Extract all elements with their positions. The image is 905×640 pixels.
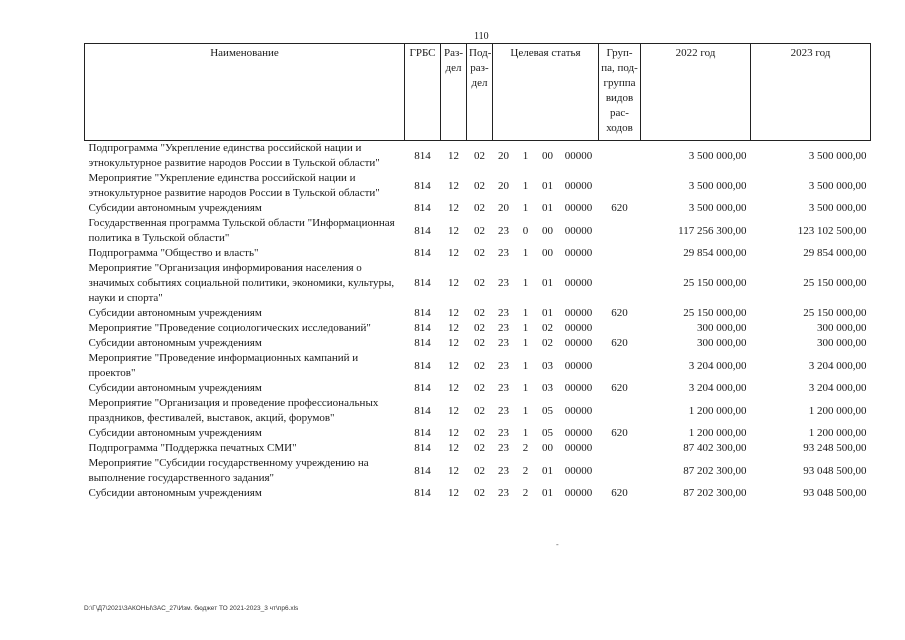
cell-razdel: 12	[448, 224, 459, 237]
cell-target-program: 23	[498, 382, 509, 394]
page-number: 110	[474, 31, 489, 42]
cell-amount-2023: 1 200 000,00	[808, 404, 867, 417]
cell-target-subprogram: 1	[522, 427, 529, 439]
cell-name: Мероприятие "Организация и проведение профессиональных праздников, фестивалей, выставок, акций, форумов"	[88, 397, 379, 424]
cell-expense-type	[599, 351, 641, 381]
cell-podrazdel: 02	[474, 427, 485, 439]
cell-amount-2023: 25 150 000,00	[803, 307, 867, 319]
cell-target-subprogram: 1	[522, 337, 529, 349]
header-grbs: ГРБС	[405, 44, 441, 141]
cell-target-subprogram: 2	[522, 442, 529, 454]
cell-target-direction: 00000	[564, 277, 593, 289]
cell-grbs: 814	[414, 247, 431, 259]
cell-amount-2022: 3 500 000,00	[688, 179, 747, 192]
cell-target-event: 01	[542, 307, 553, 319]
cell-expense-type	[599, 456, 641, 486]
cell-target-program: 23	[498, 322, 509, 334]
header-year-2022: 2022 год	[641, 44, 751, 141]
cell-target-direction: 00000	[564, 427, 593, 439]
cell-razdel: 12	[448, 359, 459, 372]
cell-target-direction: 00000	[564, 179, 593, 192]
cell-target-event: 03	[542, 359, 553, 372]
cell-grbs: 814	[414, 307, 431, 319]
cell-target-subprogram: 1	[522, 382, 529, 394]
cell-grbs: 814	[414, 322, 431, 334]
cell-target-direction: 00000	[564, 464, 593, 477]
cell-razdel: 12	[448, 382, 459, 394]
stray-mark: -	[556, 540, 559, 549]
cell-target-subprogram: 1	[522, 179, 529, 192]
cell-target-program: 23	[498, 337, 509, 349]
cell-target-event: 01	[542, 277, 553, 289]
cell-name: Субсидии автономным учреждениям	[88, 307, 262, 319]
cell-amount-2023: 3 204 000,00	[808, 382, 867, 394]
cell-amount-2022: 3 500 000,00	[688, 202, 747, 214]
table-row	[85, 246, 871, 261]
table-row	[85, 306, 871, 321]
cell-target-event: 01	[542, 179, 553, 192]
cell-grbs: 814	[414, 487, 431, 499]
cell-target-direction: 00000	[564, 404, 593, 417]
cell-target-direction: 00000	[564, 442, 593, 454]
cell-target-event: 01	[542, 464, 553, 477]
cell-amount-2022: 87 202 300,00	[683, 487, 747, 499]
cell-name: Субсидии автономным учреждениям	[88, 202, 262, 214]
cell-target-program: 23	[498, 359, 509, 372]
table-row	[85, 141, 871, 172]
cell-grbs: 814	[414, 224, 431, 237]
cell-podrazdel: 02	[474, 179, 485, 192]
cell-target-event: 00	[542, 224, 553, 237]
cell-target-subprogram: 1	[522, 322, 529, 334]
cell-amount-2023: 300 000,00	[817, 322, 867, 334]
cell-name: Субсидии автономным учреждениям	[88, 427, 262, 439]
table-row	[85, 396, 871, 426]
cell-name: Мероприятие "Субсидии государственному учреждению на выполнение государственного задания"	[88, 457, 369, 484]
cell-target-program: 23	[498, 277, 509, 289]
cell-podrazdel: 02	[474, 337, 485, 349]
cell-expense-type	[599, 216, 641, 246]
cell-target-direction: 00000	[564, 202, 593, 214]
cell-target-program: 23	[498, 247, 509, 259]
header-expense-group: Груп- па, под- группа видов рас- ходов	[599, 44, 641, 141]
table-row	[85, 441, 871, 456]
cell-name: Субсидии автономным учреждениям	[88, 487, 262, 499]
cell-name: Мероприятие "Проведение социологических исследований"	[88, 322, 371, 334]
cell-amount-2023: 3 204 000,00	[808, 359, 867, 372]
cell-name: Подпрограмма "Поддержка печатных СМИ"	[88, 442, 297, 454]
cell-target-subprogram: 2	[522, 487, 529, 499]
cell-target-subprogram: 1	[522, 404, 529, 417]
cell-target-direction: 00000	[564, 382, 593, 394]
cell-razdel: 12	[448, 307, 459, 319]
cell-grbs: 814	[414, 202, 431, 214]
table-row	[85, 201, 871, 216]
cell-target-program: 23	[498, 404, 509, 417]
cell-name: Субсидии автономным учреждениям	[88, 382, 262, 394]
cell-podrazdel: 02	[474, 247, 485, 259]
cell-target-event: 05	[542, 404, 553, 417]
cell-expense-type	[599, 246, 641, 261]
cell-razdel: 12	[448, 179, 459, 192]
cell-name: Субсидии автономным учреждениям	[88, 337, 262, 349]
cell-podrazdel: 02	[474, 307, 485, 319]
cell-target-direction: 00000	[564, 307, 593, 319]
cell-amount-2023: 3 500 000,00	[808, 149, 867, 162]
table-row	[85, 486, 871, 501]
cell-target-event: 00	[542, 149, 553, 162]
cell-amount-2022: 25 150 000,00	[683, 307, 747, 319]
footer-file-path: D:\Г\Д7\2021\ЗАКОНЫ\ЗАС_27\Изм. бюджет ТО 2021-2023_3 чт\пр6.xls	[84, 605, 299, 612]
cell-grbs: 814	[414, 464, 431, 477]
table-row	[85, 351, 871, 381]
cell-target-direction: 00000	[564, 359, 593, 372]
cell-podrazdel: 02	[474, 322, 485, 334]
cell-expense-type: 620	[611, 427, 628, 439]
table-body	[85, 141, 871, 502]
cell-name: Подпрограмма "Укрепление единства российской нации и этнокультурное развитие народов России в Тульской области"	[88, 142, 380, 169]
cell-target-subprogram: 2	[522, 464, 529, 477]
cell-expense-type: 620	[611, 202, 628, 214]
cell-name: Государственная программа Тульской области "Информационная политика в Тульской области"	[88, 217, 395, 244]
cell-amount-2022: 87 402 300,00	[683, 442, 747, 454]
cell-podrazdel: 02	[474, 224, 485, 237]
table-row	[85, 171, 871, 201]
cell-expense-type: 620	[611, 382, 628, 394]
cell-target-direction: 00000	[564, 224, 593, 237]
cell-amount-2023: 93 048 500,00	[803, 464, 867, 477]
cell-expense-type: 620	[611, 337, 628, 349]
cell-razdel: 12	[448, 277, 459, 289]
cell-target-program: 23	[498, 427, 509, 439]
cell-target-event: 01	[542, 487, 553, 499]
table-row	[85, 426, 871, 441]
cell-target-event: 02	[542, 322, 553, 334]
budget-table	[84, 43, 871, 501]
cell-expense-type	[599, 261, 641, 306]
cell-razdel: 12	[448, 202, 459, 214]
cell-amount-2023: 3 500 000,00	[808, 179, 867, 192]
cell-expense-type: 620	[611, 487, 628, 499]
cell-target-event: 00	[542, 442, 553, 454]
cell-razdel: 12	[448, 404, 459, 417]
cell-razdel: 12	[448, 337, 459, 349]
cell-target-direction: 00000	[564, 247, 593, 259]
cell-target-direction: 00000	[564, 149, 593, 162]
cell-amount-2022: 300 000,00	[697, 337, 747, 349]
cell-razdel: 12	[448, 464, 459, 477]
cell-podrazdel: 02	[474, 464, 485, 477]
cell-amount-2022: 117 256 300,00	[678, 224, 747, 237]
cell-target-event: 02	[542, 337, 553, 349]
cell-target-program: 20	[498, 149, 509, 162]
cell-target-subprogram: 1	[522, 247, 529, 259]
cell-target-program: 20	[498, 202, 509, 214]
cell-razdel: 12	[448, 442, 459, 454]
cell-target-program: 23	[498, 307, 509, 319]
cell-target-direction: 00000	[564, 337, 593, 349]
cell-amount-2022: 300 000,00	[697, 322, 747, 334]
cell-grbs: 814	[414, 277, 431, 289]
cell-grbs: 814	[414, 337, 431, 349]
cell-podrazdel: 02	[474, 202, 485, 214]
cell-podrazdel: 02	[474, 277, 485, 289]
cell-amount-2022: 3 204 000,00	[688, 359, 747, 372]
cell-expense-type	[599, 441, 641, 456]
header-name: Наименование	[85, 44, 405, 141]
cell-target-program: 23	[498, 224, 509, 237]
cell-grbs: 814	[414, 359, 431, 372]
cell-razdel: 12	[448, 149, 459, 162]
cell-podrazdel: 02	[474, 359, 485, 372]
cell-grbs: 814	[414, 382, 431, 394]
cell-amount-2023: 93 248 500,00	[803, 442, 867, 454]
cell-amount-2023: 93 048 500,00	[803, 487, 867, 499]
cell-target-program: 23	[498, 464, 509, 477]
table-row	[85, 456, 871, 486]
cell-podrazdel: 02	[474, 149, 485, 162]
table-row	[85, 321, 871, 336]
cell-target-event: 05	[542, 427, 553, 439]
cell-amount-2023: 25 150 000,00	[803, 277, 867, 289]
header-target-article: Целевая статья	[493, 44, 599, 141]
cell-grbs: 814	[414, 149, 431, 162]
cell-expense-type: 620	[611, 307, 628, 319]
table-row	[85, 216, 871, 246]
cell-target-subprogram: 0	[522, 224, 529, 237]
cell-target-subprogram: 1	[522, 277, 529, 289]
cell-podrazdel: 02	[474, 487, 485, 499]
table-row	[85, 381, 871, 396]
cell-amount-2023: 300 000,00	[817, 337, 867, 349]
cell-target-program: 23	[498, 442, 509, 454]
cell-amount-2022: 3 500 000,00	[688, 149, 747, 162]
cell-target-program: 23	[498, 487, 509, 499]
cell-expense-type	[599, 141, 641, 172]
cell-amount-2022: 1 200 000,00	[688, 427, 747, 439]
table-row	[85, 261, 871, 306]
header-row	[85, 44, 871, 141]
cell-target-direction: 00000	[564, 487, 593, 499]
header-razdel: Раз- дел	[441, 44, 467, 141]
cell-amount-2022: 29 854 000,00	[683, 247, 747, 259]
cell-podrazdel: 02	[474, 382, 485, 394]
cell-razdel: 12	[448, 322, 459, 334]
cell-razdel: 12	[448, 487, 459, 499]
header-year-2023: 2023 год	[751, 44, 871, 141]
cell-target-subprogram: 1	[522, 202, 529, 214]
cell-target-direction: 00000	[564, 322, 593, 334]
cell-amount-2023: 123 102 500,00	[797, 224, 867, 237]
cell-razdel: 12	[448, 247, 459, 259]
cell-razdel: 12	[448, 427, 459, 439]
cell-expense-type	[599, 396, 641, 426]
header-podrazdel: Под- раз- дел	[467, 44, 493, 141]
cell-podrazdel: 02	[474, 404, 485, 417]
cell-target-event: 00	[542, 247, 553, 259]
cell-amount-2022: 25 150 000,00	[683, 277, 747, 289]
cell-grbs: 814	[414, 442, 431, 454]
cell-amount-2023: 1 200 000,00	[808, 427, 867, 439]
cell-expense-type	[599, 171, 641, 201]
cell-grbs: 814	[414, 427, 431, 439]
cell-grbs: 814	[414, 179, 431, 192]
table-row	[85, 336, 871, 351]
cell-name: Мероприятие "Организация информирования населения о значимых событиях социальной политики, экономики, культуры, науки и спорта"	[88, 262, 395, 304]
cell-amount-2023: 29 854 000,00	[803, 247, 867, 259]
cell-target-subprogram: 1	[522, 307, 529, 319]
cell-amount-2023: 3 500 000,00	[808, 202, 867, 214]
cell-amount-2022: 87 202 300,00	[683, 464, 747, 477]
cell-target-event: 01	[542, 202, 553, 214]
cell-target-subprogram: 1	[522, 359, 529, 372]
cell-target-subprogram: 1	[522, 149, 529, 162]
cell-grbs: 814	[414, 404, 431, 417]
cell-name: Мероприятие "Проведение информационных кампаний и проектов"	[88, 352, 359, 379]
cell-amount-2022: 3 204 000,00	[688, 382, 747, 394]
cell-name: Мероприятие "Укрепление единства российской нации и этнокультурное развитие народов России в Тульской области"	[88, 172, 380, 199]
cell-name: Подпрограмма "Общество и власть"	[88, 247, 259, 259]
cell-expense-type	[599, 321, 641, 336]
cell-target-event: 03	[542, 382, 553, 394]
cell-target-program: 20	[498, 179, 509, 192]
cell-amount-2022: 1 200 000,00	[688, 404, 747, 417]
cell-podrazdel: 02	[474, 442, 485, 454]
